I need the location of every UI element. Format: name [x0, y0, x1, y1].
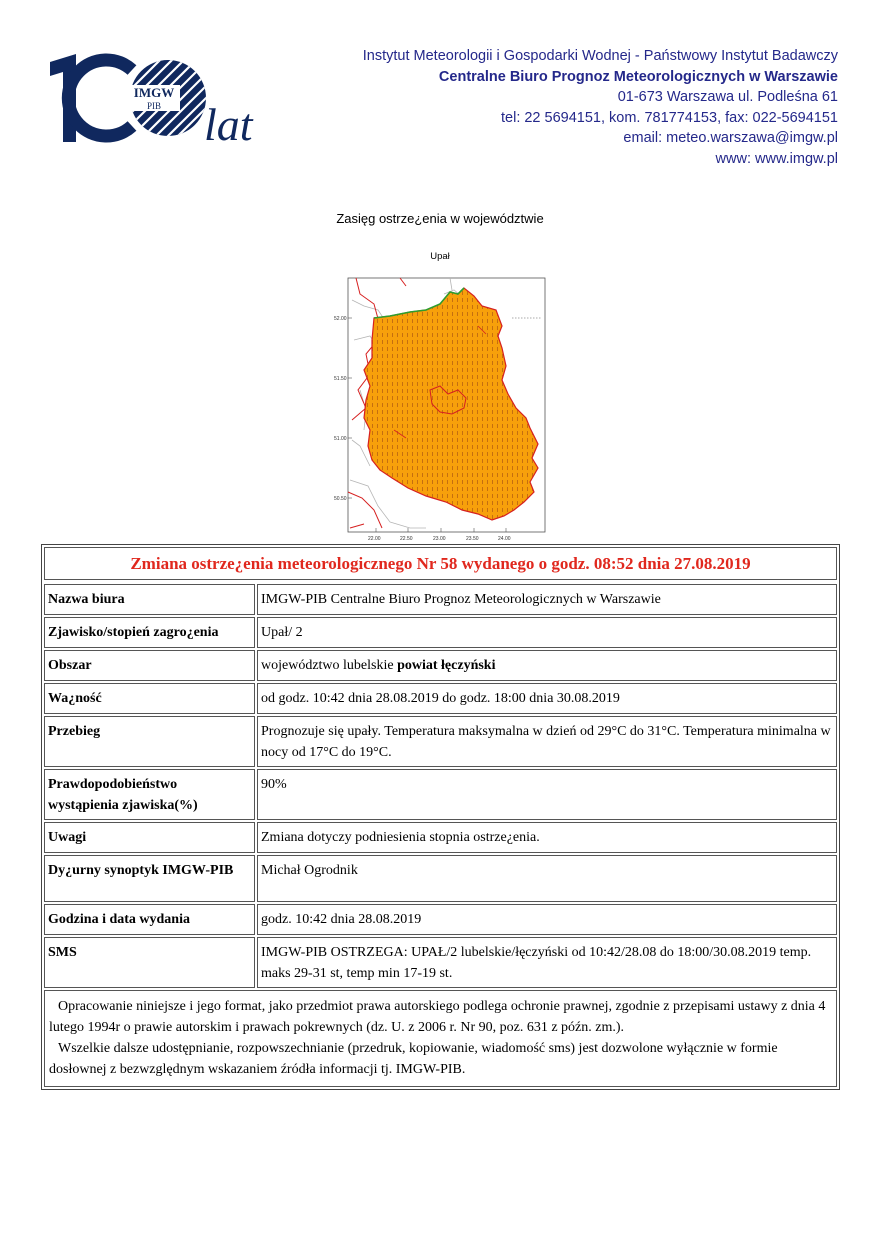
- row-label-sms: SMS: [44, 937, 255, 988]
- row-value-phenomenon: Upał/ 2: [257, 617, 837, 648]
- row-value-area: [257, 650, 837, 681]
- row-value-sms: IMGW-PIB OSTRZEGA: UPAŁ/2 lubelskie/łęczyński od 10:42/28.08 do 18:00/30.08.2019 temp. maks 29-31 st, temp min 17-19 st.: [257, 937, 837, 988]
- row-label-validity: Wa¿ność: [44, 683, 255, 714]
- warning-area-map: [330, 270, 555, 545]
- row-label-forecaster: Dy¿urny synoptyk IMGW-PIB: [44, 855, 255, 902]
- area-voivodeship: województwo lubelskie: [261, 658, 394, 673]
- row-value-office: IMGW-PIB Centralne Biuro Prognoz Meteorologicznych w Warszawie: [257, 584, 837, 615]
- table-row: [44, 617, 837, 648]
- row-label-area: Obszar: [44, 650, 255, 681]
- lon-tick: 23.50: [466, 536, 479, 542]
- row-value-course: Prognozuje się upały. Temperatura maksymalna w dzień od 29°C do 31°C. Temperatura minimalna w nocy od 17°C do 19°C.: [257, 716, 837, 767]
- lat-tick: 51.00: [334, 436, 347, 442]
- lon-tick: 24.00: [498, 536, 511, 542]
- table-row: [44, 855, 837, 902]
- warning-table: [41, 544, 840, 1090]
- copyright-paragraph: Opracowanie niniejsze i jego format, jako przedmiot prawa autorskiego podlega ochronie prawnej, zgodnie z przepisami ustawy z dnia 4 lutego 1994r o prawie autorskim i prawach pokrewnych (dz. U. z 2006 r. Nr 90, poz. 631 z późn. zm.).: [49, 999, 826, 1035]
- area-county: powiat łęczyński: [397, 658, 496, 673]
- copyright-notice: [44, 990, 837, 1087]
- lon-tick: 22.50: [400, 536, 413, 542]
- table-row: [44, 769, 837, 820]
- svg-text:IMGW: IMGW: [133, 85, 175, 100]
- lat-tick: 50.50: [334, 496, 347, 502]
- bureau-name: Centralne Biuro Prognoz Meteorologicznych w Warszawie: [438, 68, 838, 85]
- institute-name: Instytut Meteorologii i Gospodarki Wodnej - Państwowy Instytut Badawczy: [362, 48, 838, 64]
- phone: tel: 22 5694151, kom. 781774153, fax: 022-5694151: [501, 109, 838, 126]
- table-row: [44, 650, 837, 681]
- lat-tick: 52.00: [334, 316, 347, 322]
- row-label-remarks: Uwagi: [44, 822, 255, 853]
- row-value-remarks: Zmiana dotyczy podniesienia stopnia ostrze¿enia.: [257, 822, 837, 853]
- row-label-probability: Prawdopodobieństwo wystąpienia zjawiska(%): [44, 769, 255, 820]
- lon-tick: 23.00: [433, 536, 446, 542]
- lon-tick: 22.00: [368, 536, 381, 542]
- table-row: [44, 716, 837, 767]
- map-subtitle: Upał: [430, 251, 450, 262]
- row-value-probability: 90%: [257, 769, 837, 820]
- distribution-paragraph: Wszelkie dalsze udostępnianie, rozpowszechnianie (przedruk, kopiowanie, wiadomość sms) jest dozwolone wyłącznie w formie dosłownej z bezwzględnym wskazaniem źródła informacji tj. IMGW-PIB.: [49, 1041, 778, 1077]
- map-title: Zasięg ostrze¿enia w województwie: [336, 211, 544, 226]
- svg-text:lat: lat: [204, 99, 253, 150]
- row-label-issued: Godzina i data wydania: [44, 904, 255, 935]
- institute-header: [363, 46, 838, 169]
- row-label-course: Przebieg: [44, 716, 255, 767]
- email[interactable]: email: meteo.warszawa@imgw.pl: [623, 130, 838, 146]
- warning-title: Zmiana ostrze¿enia meteorologicznego Nr 58 wydanego o godz. 08:52 dnia 27.08.2019: [44, 547, 837, 580]
- table-row: [44, 584, 837, 615]
- svg-text:PIB: PIB: [146, 101, 162, 111]
- website[interactable]: www: www.imgw.pl: [715, 150, 838, 167]
- row-value-issued: godz. 10:42 dnia 28.08.2019: [257, 904, 837, 935]
- address: 01-673 Warszawa ul. Podleśna 61: [617, 89, 838, 105]
- row-value-forecaster: Michał Ogrodnik: [257, 855, 837, 902]
- table-row: [44, 683, 837, 714]
- table-row: [44, 937, 837, 988]
- imgw-100-lat-logo: [46, 52, 266, 152]
- table-row: [44, 822, 837, 853]
- row-value-validity: od godz. 10:42 dnia 28.08.2019 do godz. 18:00 dnia 30.08.2019: [257, 683, 837, 714]
- lat-tick: 51.50: [334, 376, 347, 382]
- row-label-phenomenon: Zjawisko/stopień zagro¿enia: [44, 617, 255, 648]
- row-label-office: Nazwa biura: [44, 584, 255, 615]
- table-row: [44, 904, 837, 935]
